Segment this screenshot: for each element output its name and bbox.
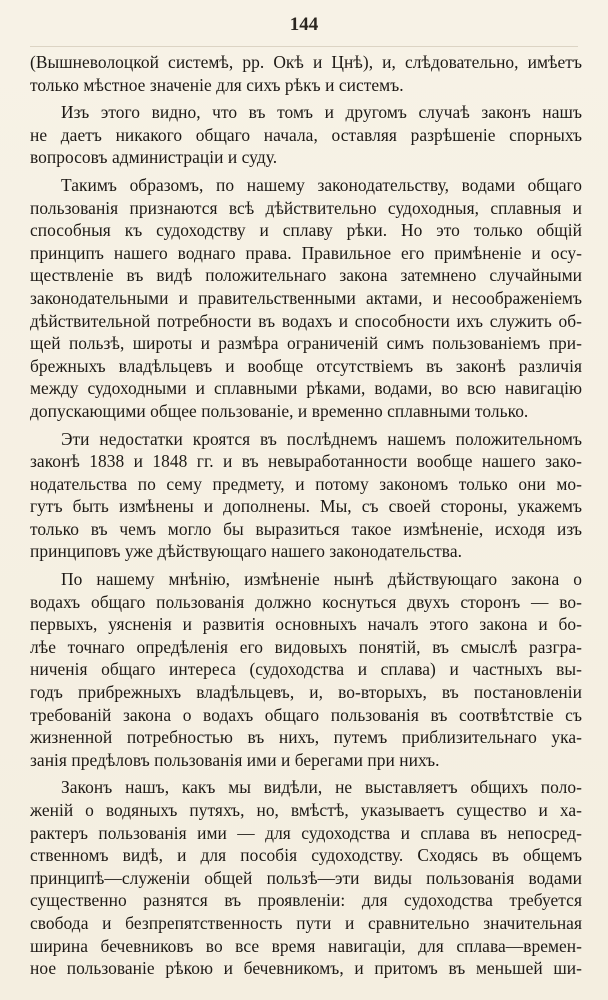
paragraph <box>30 101 582 169</box>
text-line: Изъ этого видно, что въ томъ и другомъ случаѣ законъ нашъ <box>61 102 582 123</box>
text-line: брежныхъ владѣльцевъ и вообще отсутствіемъ въ законѣ различія <box>30 355 582 376</box>
text-line: водахъ общаго пользованія должно коснуться двухъ сторонъ — во- <box>30 591 582 612</box>
text-line: первыхъ, уясненія и развитія основныхъ началъ этого закона и бо- <box>30 614 582 635</box>
text-line: допускающими общее пользованіе, и временно сплавными только. <box>30 400 529 421</box>
text-line: лѣе точнаго опредѣленія его видовыхъ понятій, въ смыслѣ разгра- <box>30 636 582 657</box>
text-line: рактеръ пользованія ими — для судоходства и сплава въ непосред- <box>30 822 582 843</box>
text-line: между судоходными и сплавными рѣками, водами, во всю навигацію <box>30 378 582 399</box>
text-line: свобода и безпрепятственность пути и сравнительно значительная <box>30 912 582 933</box>
text-line: занія предѣловъ пользованія ими и берегами при нихъ. <box>30 749 440 770</box>
text-line: законодательными и правительственными актами, и несоображеніемъ <box>30 287 582 308</box>
paragraph <box>30 428 582 564</box>
paragraph <box>30 568 582 771</box>
text-line: Законъ нашъ, какъ мы видѣли, не выставляетъ общихъ поло- <box>61 777 582 798</box>
text-line: ществленіе въ видѣ положительнаго закона затемнено случайными <box>30 265 582 286</box>
text-line: ное пользованіе рѣкою и бечевникомъ, и притомъ въ меньшей ши- <box>30 958 582 979</box>
text-line: жизненной потребностью въ нихъ, путемъ приблизительнаго ука- <box>30 727 582 748</box>
text-line: не даетъ никакого общаго начала, оставляя разрѣшеніе спорныхъ <box>30 124 582 145</box>
text-line: принциповъ уже дѣйствующаго нашего законодательства. <box>30 541 462 562</box>
text-line: требованій закона о водахъ общаго пользованія въ соотвѣтствіе съ <box>30 704 582 725</box>
text-line: принципъ нашего воднаго права. Правильное его примѣненіе и осу- <box>30 242 582 263</box>
text-line: (Вышневолоцкой системѣ, рр. Окѣ и Цнѣ), и, слѣдовательно, имѣетъ <box>30 52 582 72</box>
text-line: годъ прибрежныхъ владѣльцевъ, и, во-вторыхъ, въ постановленіи <box>30 682 582 703</box>
text-line: пользованія признаются всѣ дѣйствительно судоходныя, сплавныя и <box>30 197 582 218</box>
text-line: способныя къ судоходству и сплаву рѣки. Но это только общій <box>30 220 582 241</box>
text-line: щей пользѣ, широты и размѣра ограниченій симъ пользованіемъ при- <box>30 333 582 354</box>
text-line: дѣйствительной потребности въ водахъ и способности ихъ служить об- <box>30 310 582 331</box>
paragraph <box>30 51 582 96</box>
text-line: женій о водяныхъ путяхъ, но, вмѣстѣ, указываетъ существо и ха- <box>30 800 582 820</box>
text-line: только въ чемъ могло бы выразиться такое измѣненіе, исходя изъ <box>30 518 582 539</box>
text-line: ширина бечевниковъ во все время навигаціи, для сплава—времен- <box>30 935 582 956</box>
text-line: Такимъ образомъ, по нашему законодательству, водами общаго <box>61 174 582 195</box>
body-text <box>30 51 582 985</box>
text-line: нодательства по сему предмету, и потому закономъ только они мо- <box>30 473 582 494</box>
text-line: вопросовъ администраціи и суду. <box>30 147 278 168</box>
text-line: Эти недостатки кроятся въ послѣднемъ нашемъ положительномъ <box>61 428 582 449</box>
text-line: только мѣстное значеніе для сихъ рѣкъ и системъ. <box>30 74 404 95</box>
text-line: ственномъ видѣ, и для пособія судоходству. Сходясь въ общемъ <box>30 845 582 866</box>
header-divider <box>30 46 578 47</box>
text-line: существенно разнятся въ проявленіи: для судоходства требуется <box>30 890 582 911</box>
text-line: По нашему мнѣнію, измѣненіе нынѣ дѣйствующаго закона о <box>61 569 582 590</box>
text-line: законѣ 1838 и 1848 гг. и въ невыработанности вообще нашего зако- <box>30 451 582 472</box>
page-number: 144 <box>289 14 319 35</box>
text-line: принципѣ—служеніи общей пользѣ—эти виды пользованія водами <box>30 867 582 888</box>
text-line: гутъ быть измѣнены и дополнены. Мы, съ своей стороны, укажемъ <box>30 496 582 517</box>
text-line: ниченія общаго интереса (судоходства и сплава) и частныхъ вы- <box>30 659 582 680</box>
paragraph <box>30 776 582 979</box>
paragraph <box>30 174 582 423</box>
